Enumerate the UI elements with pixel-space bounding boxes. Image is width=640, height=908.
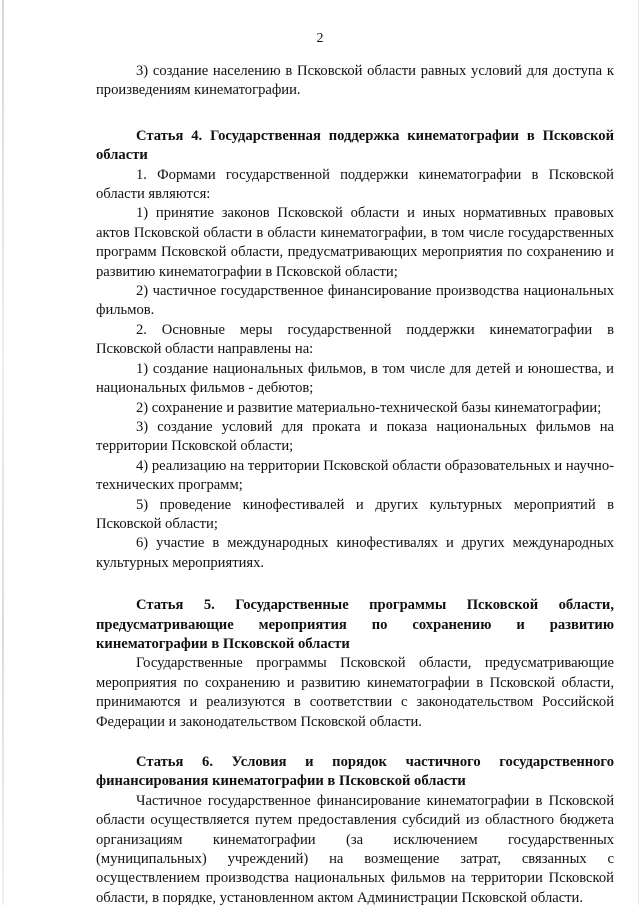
page-number: 2 bbox=[316, 31, 324, 46]
article-4-item-1-1: 1) принятие законов Псковской области и иных нормативных правовых актов Псковской области в области кинематографии, в том числе государственных программ Псковской области, предусматривающих мероприятия по сохранению и развитию кинематографии в Псковской области; bbox=[96, 205, 614, 280]
article-4-item-2-1: 1) создание национальных фильмов, в том числе для детей и юношества, и национальных фильмов - дебютов; bbox=[96, 360, 614, 397]
article-5-paragraph: Государственные программы Псковской области, предусматривающие мероприятия по сохранению и развитию кинематографии в Псковской области, принимаются и реализуются в соответствии с законодательством Российской Федерации и законодательством Псковской области. bbox=[96, 655, 614, 730]
article-4-item-2: 2. Основные меры государственной поддержки кинематографии в Псковской области направлены на: bbox=[96, 321, 614, 358]
article-4-item-1-2: 2) частичное государственное финансирование производства национальных фильмов. bbox=[96, 283, 614, 319]
article-4-item-2-2: 2) сохранение и развитие материально-технической базы кинематографии; bbox=[136, 399, 602, 416]
article-4-item-2-6: 6) участие в международных кинофестивалях и других международных культурных мероприятиях. bbox=[96, 535, 614, 571]
article-4-item-2-4: 4) реализацию на территории Псковской области образовательных и научно-технических программ; bbox=[96, 457, 614, 494]
article-4-item-2-5: 5) проведение кинофестивалей и других культурных мероприятий в Псковской области; bbox=[96, 496, 614, 532]
article-5-heading: Статья 5. Государственные программы Псковской области, предусматривающие мероприятия по сохранению и развитию кинематографии в Псковской области bbox=[96, 597, 614, 652]
article-6-heading: Статья 6. Условия и порядок частичного государственного финансирования кинематографии в Псковской области bbox=[96, 754, 614, 790]
article-4-item-2-3: 3) создание условий для проката и показа национальных фильмов на территории Псковской области; bbox=[96, 418, 614, 455]
scan-edge-left bbox=[2, 0, 4, 905]
article-6-paragraph: Частичное государственное финансирование кинематографии в Псковской области осуществляется путем предоставления субсидий из областного бюджета организациям кинематографии (за исключением государственных (муниципальных) учреждений) на возмещение затрат, связанных с осуществлением производства национальных фильмов на территории Псковской области, в порядке, установленном актом Администрации Псковской области. bbox=[96, 792, 614, 906]
article-4-item-1: 1. Формами государственной поддержки кинематографии в Псковской области являются: bbox=[96, 166, 614, 203]
article-4-heading: Статья 4. Государственная поддержка кинематографии в Псковской области bbox=[96, 127, 614, 164]
document-body bbox=[96, 62, 614, 908]
paragraph-access-conditions: 3) создание населению в Псковской области равных условий для доступа к произведениям кинематографии. bbox=[96, 63, 614, 99]
scan-edge-right bbox=[638, 0, 639, 905]
